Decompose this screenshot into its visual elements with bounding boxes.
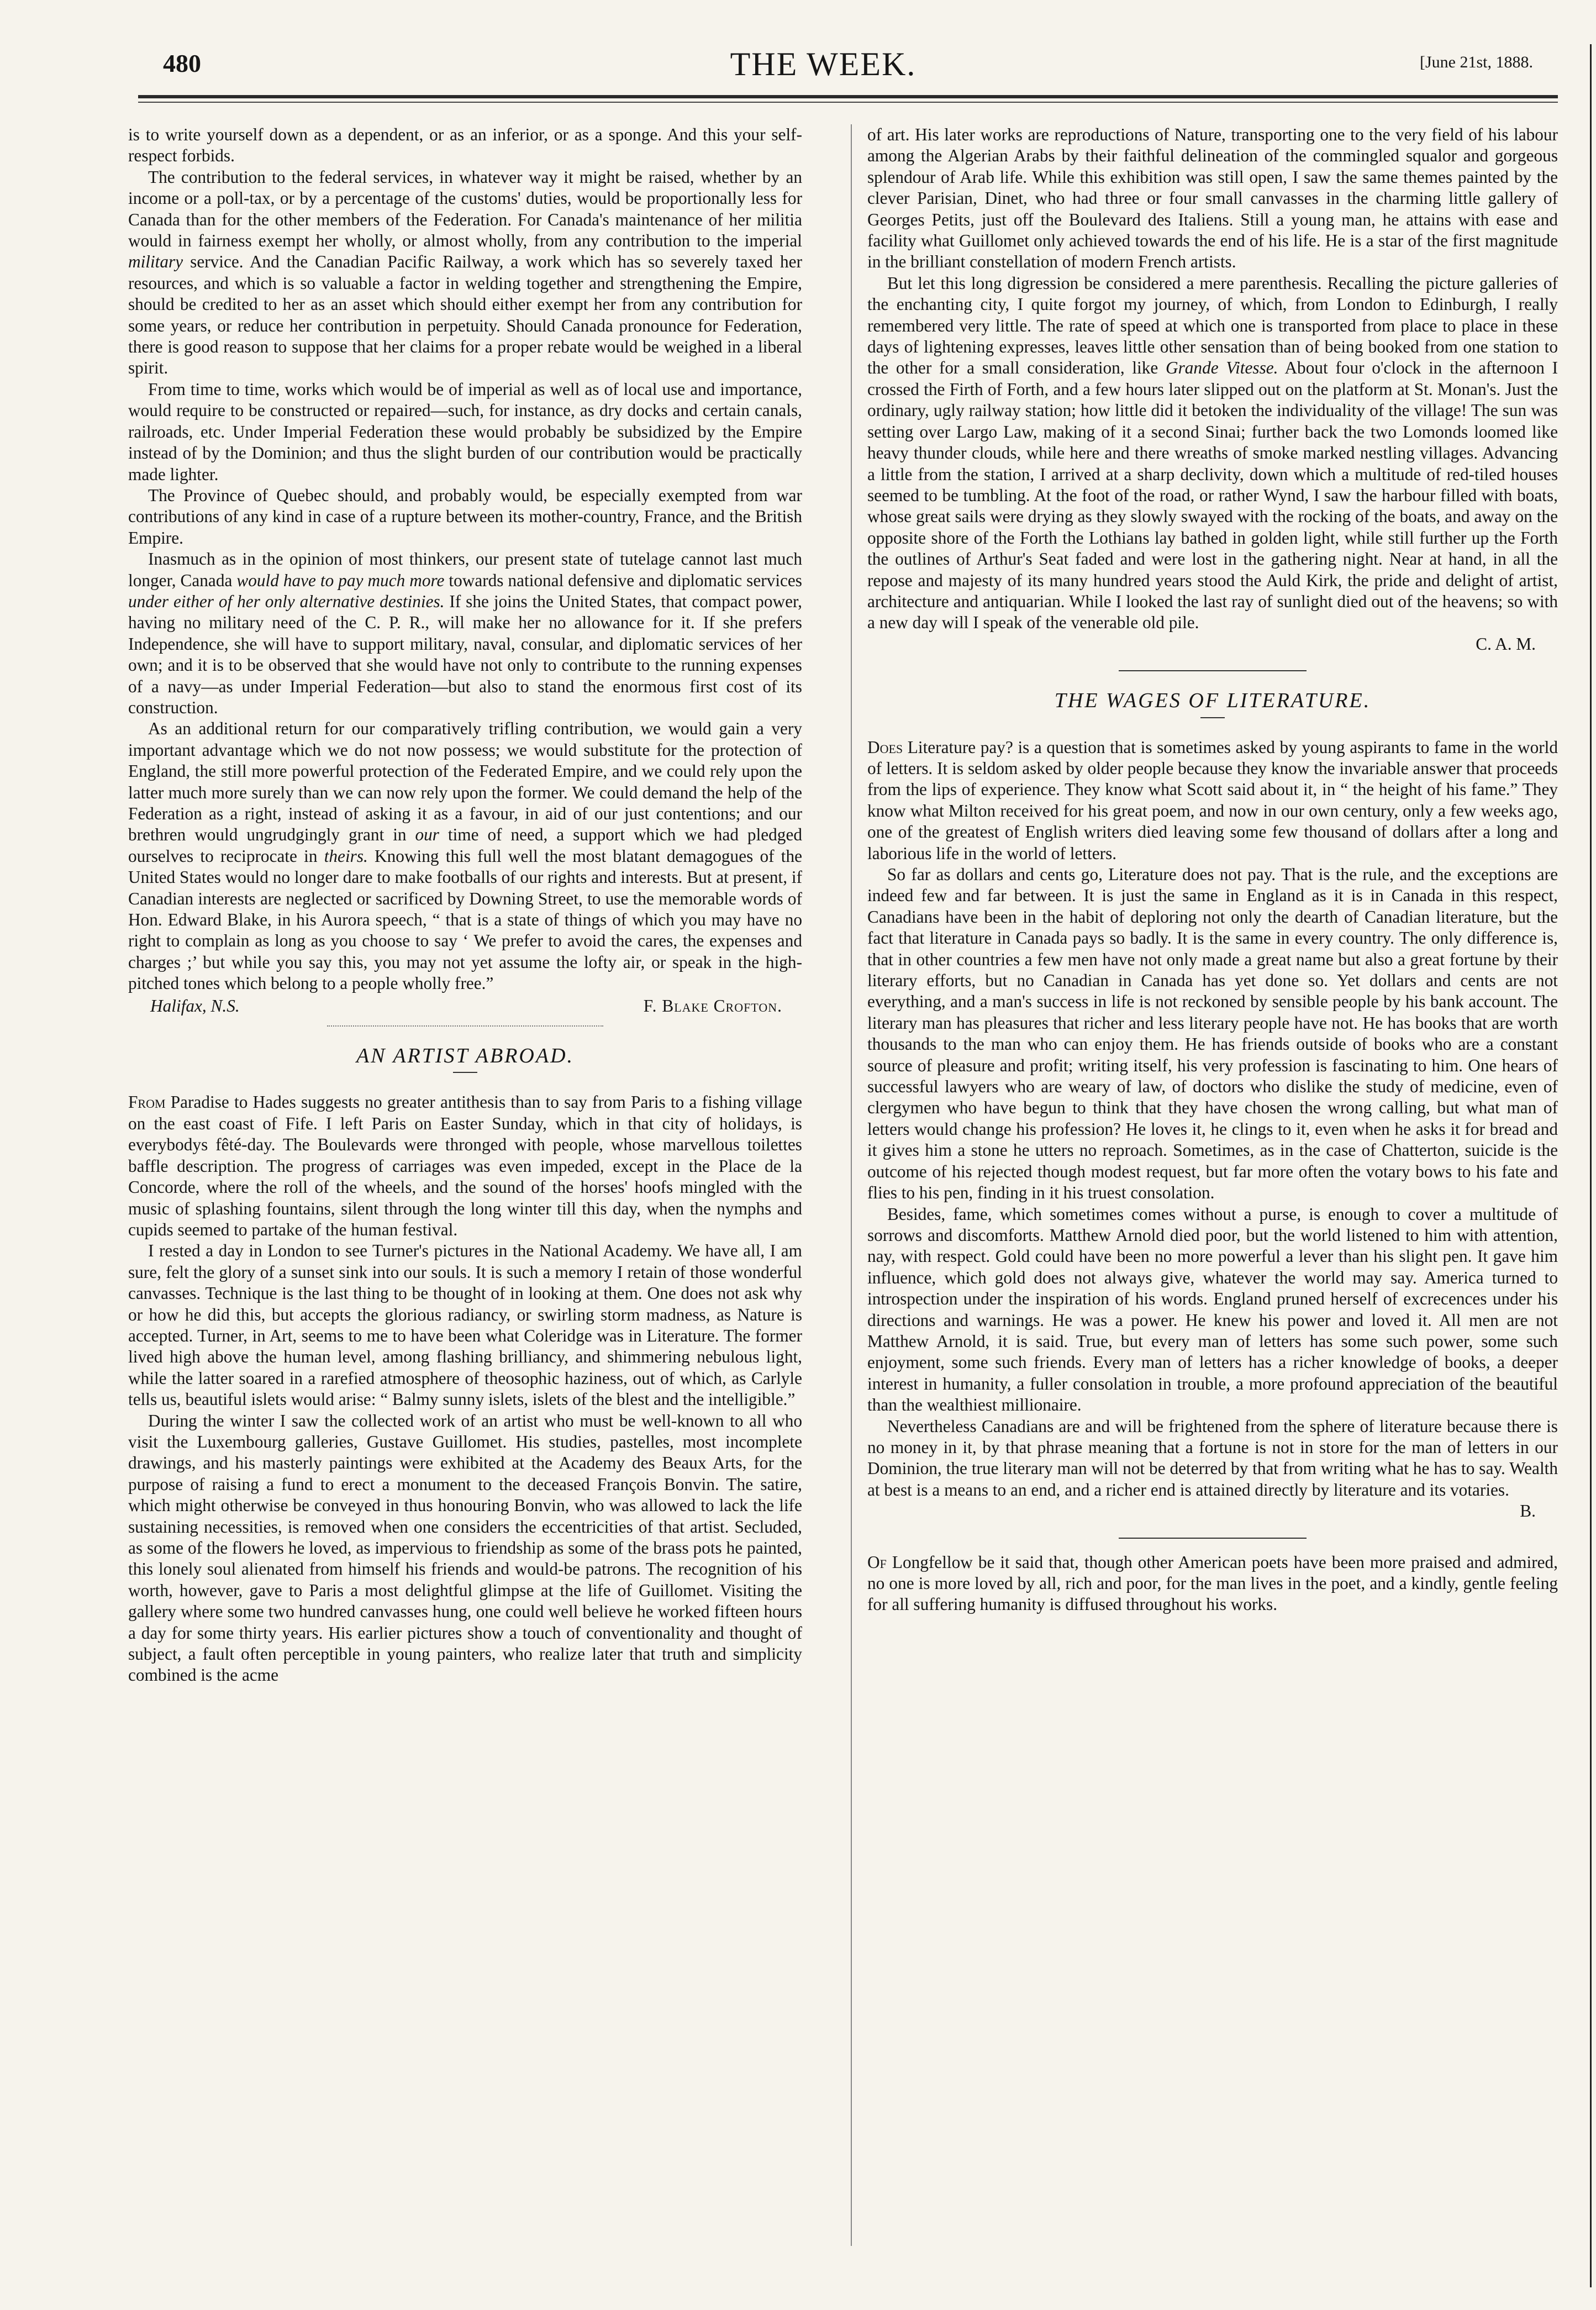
paragraph: Of Longfellow be it said that, though other American poets have been more praised and admired, no one is more loved by all, rich and poor, for the man lives in the poet, and a kindly, gentle feeling for all suffering humanity is diffused throughout his works. <box>867 1552 1558 1614</box>
paragraph: So far as dollars and cents go, Literature does not pay. That is the rule, and the exceptions are indeed few and far between. It is just the same in England as it is in Canada in this respect, Canadians have been in the habit of deploring not only the dearth of Canadian literature, but the fact that literature in Canada pays so badly. It is the same in every country. The only difference is, that in other countries a few men have not only made a great name but also a great fortune by their literary efforts, but no Canadian in Canada has yet done so. Yet dollars and cents are not everything, and a man's success in life is not reckoned by sensible people by his bank account. The literary man has pleasures that richer and less literary people have not. He has books that are worth thousands to the man who can enjoy them. He has friends outside of books who are a constant source of pleasure and profit; writing itself, his very profession is fascinating to him. One hears of successful lawyers who are weary of law, of doctors who dislike the study of medicine, even of clergymen who have begun to think that they have chosen the wrong calling, but what man of letters would change his profession? He loves it, he clings to it, even when he asks it for bread and it gives him a stone he utters no reproach. Sometimes, as in the case of Chatterton, suicide is the outcome of his rejected though modest request, but far more often the votary bows to his fate and flies to his pen, finding in it his truest consolation. <box>867 865 1558 1203</box>
paragraph: is to write yourself down as a dependent, or as an inferior, or as a sponge. And this your self-respect forbids. <box>128 125 802 166</box>
signature-name: F. Blake Crofton. <box>643 996 782 1015</box>
paragraph: The Province of Quebec should, and probably would, be especially exempted from war contributions of any kind in case of a rupture between its mother-country, France, and the British Empire. <box>128 485 802 548</box>
newspaper-title: THE WEEK. <box>730 46 916 82</box>
divider <box>327 1025 603 1027</box>
paragraph: From Paradise to Hades suggests no greater antithesis than to say from Paris to a fishing village on the east coast of Fife. I left Paris on Easter Sunday, which in that city of holidays, is everybodys fêté-day. The Boulevards were thronged with people, whose marvellous toilettes baffle description. The progress of carriages was even impeded, except in the Place de la Concorde, where the roll of the wheels, and the sound of the horses' hoofs mingled with the music of splashing fountains, silent through the long winter till this day, when the nymphs and cupids seemed to partake of the human festival. <box>128 1092 802 1239</box>
paragraph: I rested a day in London to see Turner's pictures in the National Academy. We have all, I am sure, felt the glory of a sunset sink into our souls. It is such a memory I retain of those wonderful canvasses. Technique is the last thing to be thought of in looking at them. One does not ask why or how he did this, but accepts the glorious radiancy, or swirling storm madness, as Nature is accepted. Turner, in Art, seems to me to have been what Coleridge was in Literature. The former lived high above the human level, among flashing brilliancy, and shimmering nebulous light, while the latter soared in a rarefied atmosphere of theosophic haziness, out of which, as Carlyle tells us, beautiful islets would arise: “ Balmy sunny islets, islets of the blest and the intelligible.” <box>128 1241 802 1409</box>
paragraph: The contribution to the federal services, in whatever way it might be raised, whether by an income or a poll-tax, or by a percentage of the customs' duties, would be proportionally less for Canada than for the other members of the Federation. For Canada's maintenance of her militia would in fairness exempt her wholly, or almost wholly, from any contribution to the imperial military service. And the Canadian Pacific Railway, a work which has so severely taxed her resources, and which is so valuable a factor in welding together and strengthening the Empire, should be credited to her as an asset which should either exempt her from any contribution for some years, or reduce her contribution in perpetuity. Should Canada pronounce for Federation, there is good reason to suppose that her claims for a proper rebate would be weighed in a liberal spirit. <box>128 167 802 378</box>
paragraph: Nevertheless Canadians are and will be frightened from the sphere of literature because there is no money in it, by that phrase meaning that a fortune is not in store for the man of letters in our Dominion, the true literary man will not be deterred by that from writing what he has to say. Wealth at best is a means to an end, and a richer end is attained directly by literature and its votaries. <box>867 1416 1558 1499</box>
divider <box>1200 717 1225 718</box>
issue-date: [June 21st, 1888. <box>1420 53 1533 71</box>
left-column <box>128 124 802 2262</box>
article-title-wages-of-literature: THE WAGES OF LITERATURE. <box>1054 689 1371 713</box>
masthead <box>113 46 1533 87</box>
right-column <box>867 124 1558 2262</box>
paragraph: Does Literature pay? is a question that is sometimes asked by young aspirants to fame in the world of letters. It is seldom asked by older people because they know the invariable answer that proceeds from the lips of experience. They know what Scott said about it, in “ the height of his fame.” They know what Milton received for his great poem, and now in our own century, only a few weeks ago, one of the greatest of English writers died leaving some few thousand of dollars after a long and laborious life in the world of letters. <box>867 737 1558 863</box>
page-number: 480 <box>163 49 201 77</box>
article-title-artist-abroad: AN ARTIST ABROAD. <box>356 1044 575 1068</box>
column-separator <box>851 124 852 2246</box>
divider <box>1119 1538 1307 1539</box>
header-rule-thin <box>138 102 1558 103</box>
signature <box>128 996 802 1017</box>
signature-place: Halifax, N.S. <box>150 996 240 1015</box>
paragraph: Besides, fame, which sometimes comes without a purse, is enough to cover a multitude of sorrows and discomforts. Matthew Arnold died poor, but the world listened to him with attention, nay, with respect. Gold could have been no more powerful a lever than his slight pen. It gave him influence, which gold does not always give, whatever the world may say. America turned to introspection under the inspiration of his words. England pruned herself of excrecences under his directions and warnings. He was a power. He knew his power and loved it. All men are not Matthew Arnold, it is said. True, but every man of letters has some such power, some such enjoyment, some such friends. Every man of letters has a richer knowledge of books, a deeper interest in humanity, a fuller consolation in trouble, a more profound appreciation of the beautiful than the wealthiest millionaire. <box>867 1204 1558 1415</box>
signature: C. A. M. <box>1476 634 1536 654</box>
paragraph: But let this long digression be considered a mere parenthesis. Recalling the picture galleries of the enchanting city, I quite forgot my journey, of which, from London to Edinburgh, I really remembered very little. The rate of speed at which one is transported from place to place in these days of lightening expresses, leaves little other sensation than of being booked from one station to the other for a small consideration, like Grande Vitesse. About four o'clock in the afternoon I crossed the Firth of Forth, and a few hours later slipped out on the platform at St. Monan's. Just the ordinary, ugly railway station; how little did it betoken the individuality of the village! The sun was setting over Largo Law, making of it a second Sinai; further back the two Lomonds loomed like heavy thunder clouds, while here and there wreaths of smoke marked nestling villages. Advancing a little from the station, I arrived at a sharp declivity, down which a multitude of red-tiled houses seemed to be tumbling. At the foot of the road, or rather Wynd, I saw the harbour filled with boats, whose great sails were drying as they slowly swayed with the rocking of the boats, and away on the opposite shore of the Forth the Lothians lay bathed in golden light, while still further up the Forth the outlines of Arthur's Seat faded and were lost in the gathering night. Near at hand, in all the repose and majesty of its many hundred years stood the Auld Kirk, the pride and delight of artist, architecture and antiquarian. While I looked the last ray of sunlight died out of the heavens; so with a new day will I speak of the venerable old pile. <box>867 273 1558 633</box>
paragraph: Inasmuch as in the opinion of most thinkers, our present state of tutelage cannot last much longer, Canada would have to pay much more towards national defensive and diplomatic services under either of her only alternative destinies. If she joins the United States, that compact power, having no military need of the C. P. R., will make her no allowance for it. If she prefers Independence, she will have to support military, naval, consular, and diplomatic services of her own; and it is to be observed that she would have not only to contribute to the running expenses of a navy—as under Imperial Federation—but also to stand the enormous first cost of its construction. <box>128 549 802 717</box>
divider <box>453 1072 477 1073</box>
divider <box>1119 670 1307 671</box>
paragraph: of art. His later works are reproductions of Nature, transporting one to the very field of his labour among the Algerian Arabs by their faithful delineation of the commingled squalor and gorgeous splendour of Arab life. While this exhibition was still open, I saw the same themes painted by the clever Parisian, Dinet, who had three or four small canvasses in the charming little gallery of Georges Petits, just off the Boulevard des Italiens. Still a young man, he attains with ease and facility what Guillomet only achieved towards the end of his life. He is a star of the first magnitude in the brilliant constellation of modern French artists. <box>867 125 1558 272</box>
signature: B. <box>1520 1501 1536 1521</box>
paragraph: From time to time, works which would be of imperial as well as of local use and importance, would require to be constructed or repaired—such, for instance, as dry docks and certain canals, railroads, etc. Under Imperial Federation these would probably be subsidized by the Empire instead of by the Dominion; and thus the slight burden of our contribution would be practically made lighter. <box>128 379 802 484</box>
paragraph: During the winter I saw the collected work of an artist who must be well-known to all who visit the Luxembourg galleries, Gustave Guillomet. His studies, pastelles, most incomplete drawings, and his masterly paintings were exhibited at the Academy des Beaux Arts, for the purpose of raising a fund to erect a monument to the deceased François Bonvin. The satire, which might otherwise be conveyed in thus honouring Bonvin, who was allowed to lack the life sustaining necessities, is removed when one considers the eccentricities of that artist. Secluded, as some of the flowers he loved, as impervious to friendship as some of the brass pots he painted, this lonely soul alienated from himself his friends and would-be patrons. The recognition of his worth, however, gave to Paris a most delightful glimpse at the life of Guillomet. Visiting the gallery where some two hundred canvasses hung, one could well believe he worked fifteen hours a day for some thirty years. His earlier pictures show a touch of conventionality and thought of subject, a fault often perceptible in young painters, who realize later that truth and simplicity combined is the acme <box>128 1411 802 1685</box>
page-edge <box>1590 44 1592 2287</box>
header-rule <box>138 95 1558 98</box>
paragraph: As an additional return for our comparatively trifling contribution, we would gain a very important advantage which we do not now possess; we would substitute for the protection of England, the still more powerful protection of the Federated Empire, and we could rely upon the latter much more surely than we can now rely upon the former. We could demand the help of the Federation as a right, instead of asking it as a favour, in aid of our just contentions; and our brethren would ungrudgingly grant in our time of need, a support which we had pledged ourselves to reciprocate in theirs. Knowing this full well the most blatant demagogues of the United States would no longer dare to make footballs of our rights and interests. But at present, if Canadian interests are neglected or sacrificed by Downing Street, to use the memorable words of Hon. Edward Blake, in his Aurora speech, “ that is a state of things of which you may have no right to complain as long as you choose to say ‘ We prefer to avoid the cares, the expenses and charges ;’ but while you say this, you may not yet assume the lofty air, or speak in the high-pitched tones which belong to a people wholly free.” <box>128 719 802 993</box>
